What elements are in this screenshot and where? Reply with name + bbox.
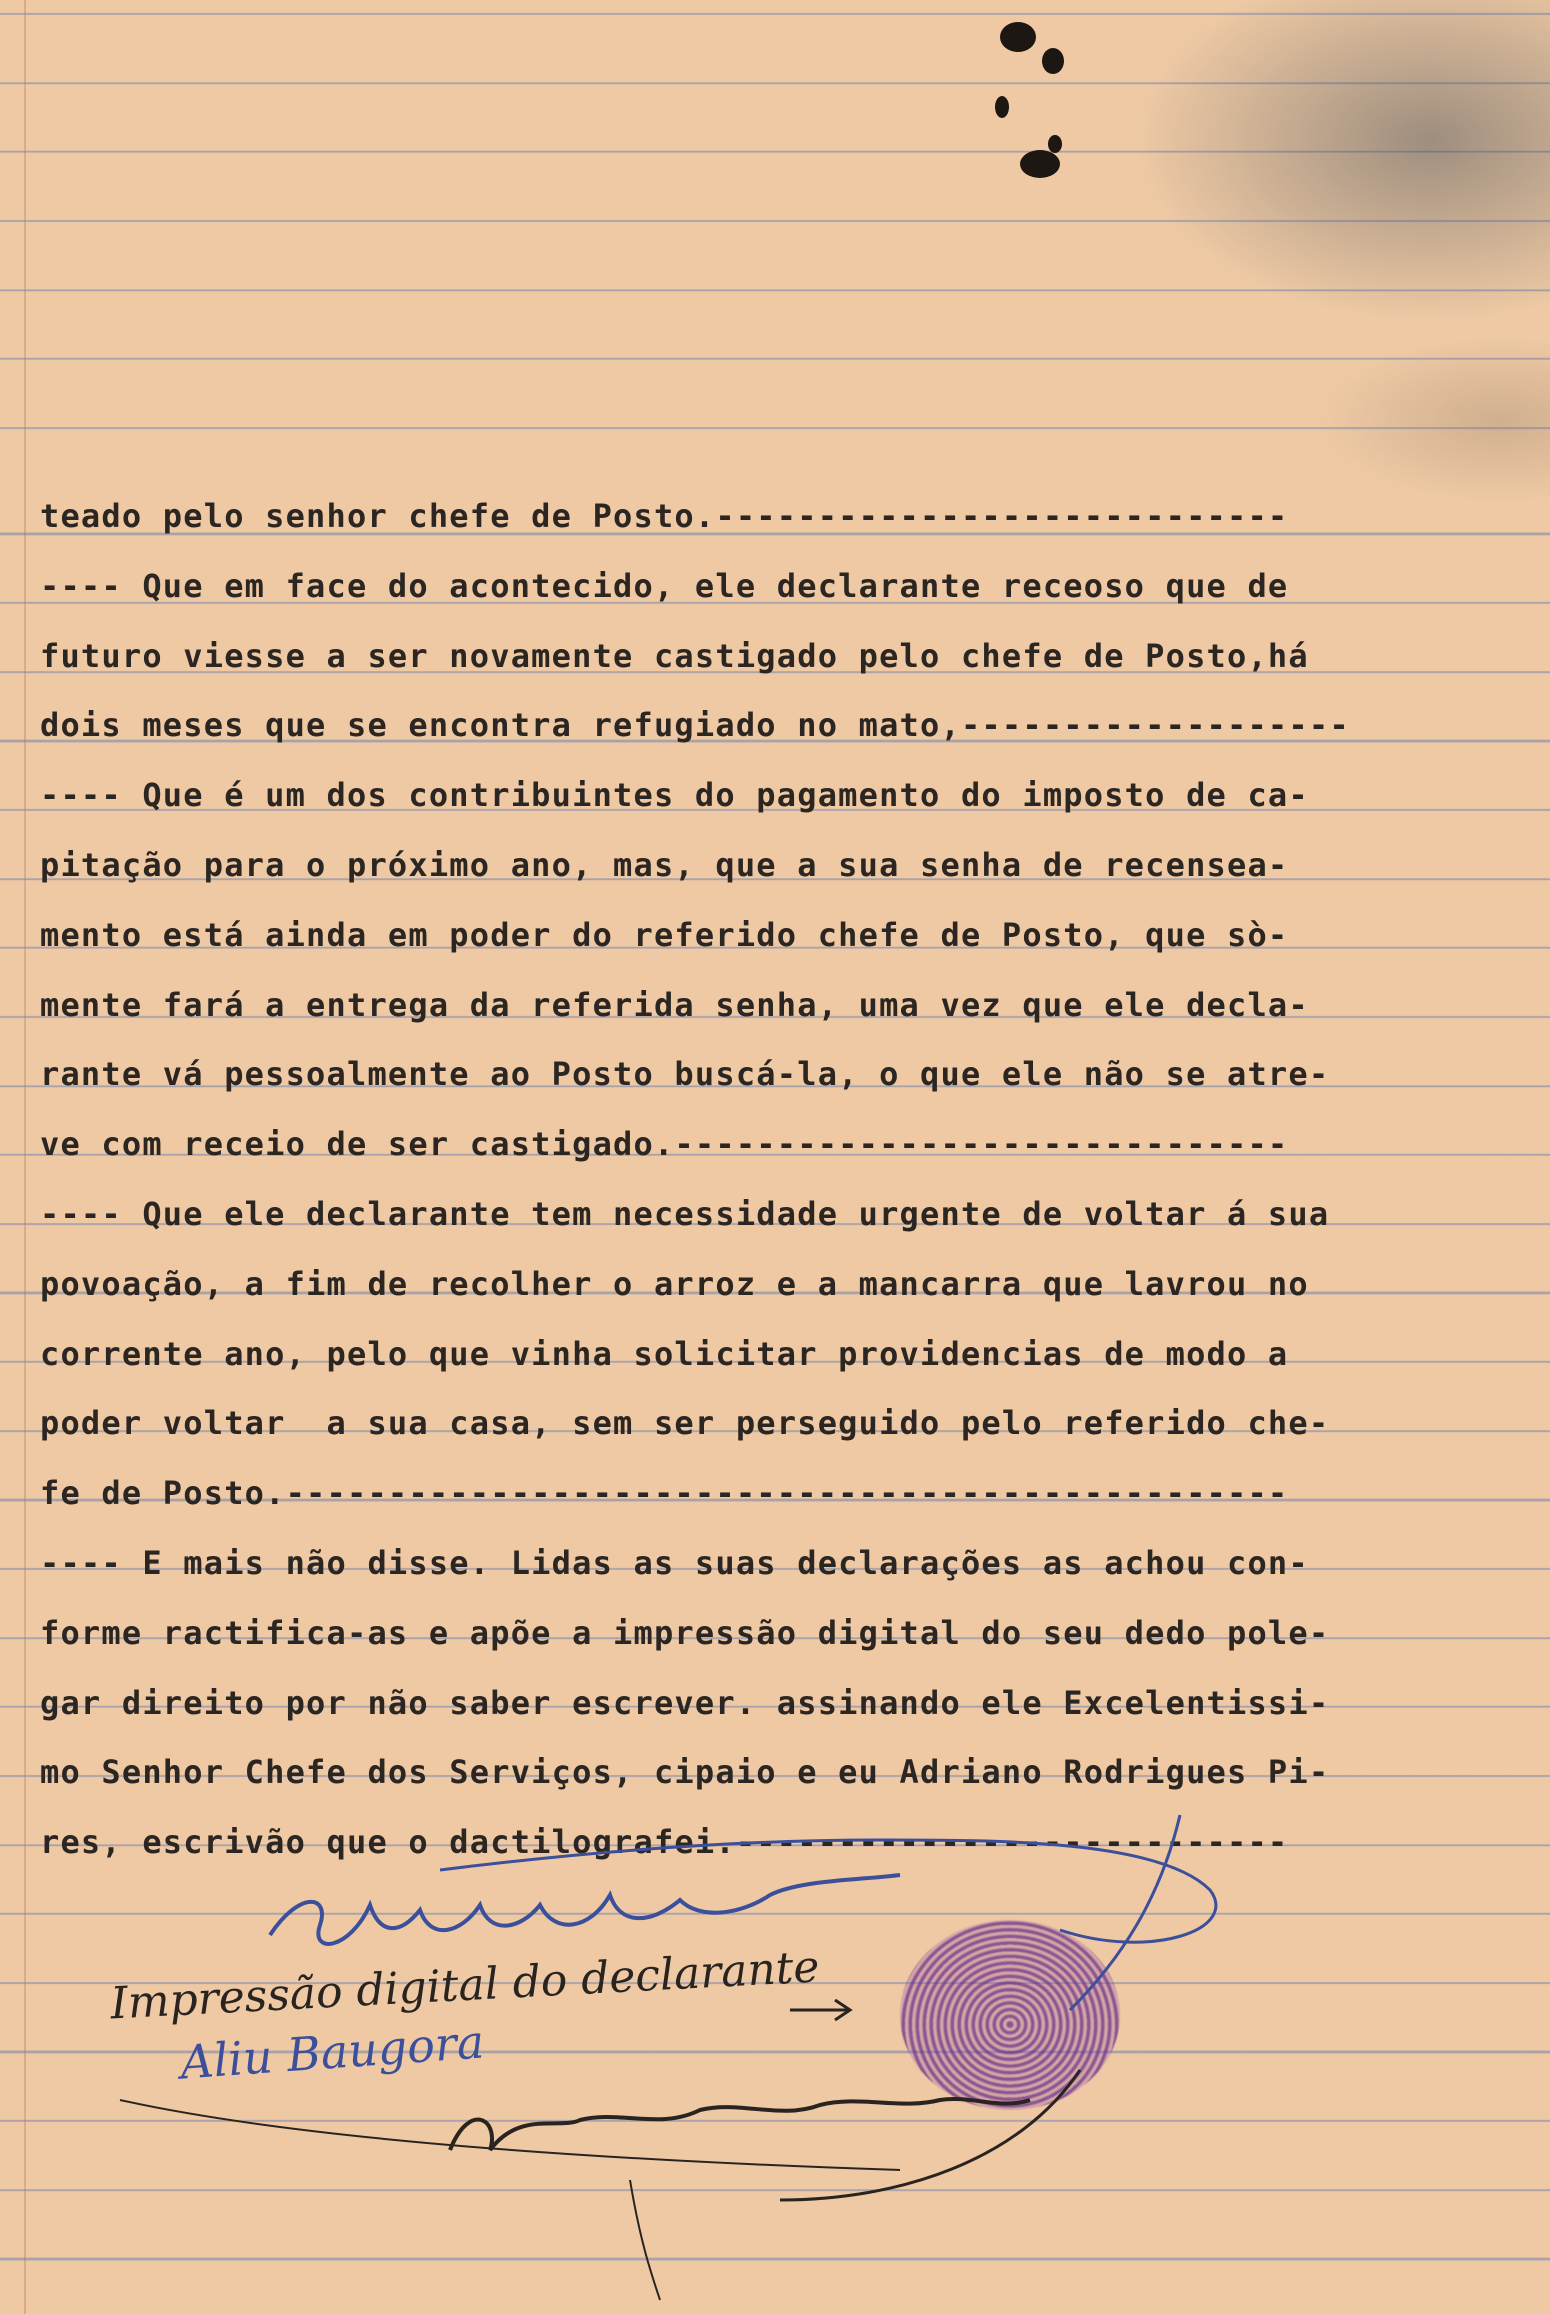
text-line: rante vá pessoalmente ao Posto buscá-la, o que ele não se atre- (40, 1055, 1330, 1094)
handwritten-note: Impressão digital do declarante (109, 1941, 821, 2030)
text-line: ve com receio de ser castigado.------------------------------ (40, 1125, 1289, 1164)
text-line: mo Senhor Chefe dos Serviços, cipaio e eu Adriano Rodrigues Pi- (40, 1753, 1330, 1792)
text-line: teado pelo senhor chefe de Posto.---------------------------- (40, 497, 1289, 535)
text-line: fe de Posto.------------------------------------------------- (40, 1474, 1289, 1513)
text-line: futuro viesse a ser novamente castigado pelo chefe de Posto,há (40, 636, 1309, 675)
text-line: mento está ainda em poder do referido chefe de Posto, que sò- (40, 915, 1289, 954)
text-line: ---- Que em face do acontecido, ele declarante receoso que de (40, 566, 1289, 605)
scribe-signature (450, 2099, 1030, 2150)
scribe-signature-tail (630, 2180, 660, 2300)
text-line: pitação para o próximo ano, mas, que a sua senha de recensea- (40, 845, 1289, 884)
note-arrow (790, 2000, 850, 2020)
chief-signature (270, 1875, 900, 1944)
text-line: ---- E mais não disse. Lidas as suas declarações as achou con- (40, 1543, 1309, 1582)
chief-signature-flourish (440, 1840, 1216, 1942)
text-line: poder voltar a sua casa, sem ser perseguido pelo referido che- (40, 1404, 1330, 1443)
text-line: res, escrivão que o dactilografei.--------------------------- (40, 1823, 1289, 1862)
text-line: gar direito por não saber escrever. assinando ele Excelentissi- (40, 1683, 1330, 1722)
scribe-signature-slash (780, 2070, 1080, 2200)
text-line: povoação, a fim de recolher o arroz e a mancarra que lavrou no (40, 1264, 1309, 1303)
chief-signature-underline (1070, 1815, 1180, 2010)
text-line: forme ractifica-as e apõe a impressão digital do seu dedo pole- (40, 1613, 1330, 1652)
text-line: mente fará a entrega da referida senha, uma vez que ele decla- (40, 985, 1309, 1024)
text-line: ---- Que é um dos contribuintes do pagamento do imposto de ca- (40, 776, 1309, 815)
text-line: corrente ano, pelo que vinha solicitar providencias de modo a (40, 1334, 1289, 1373)
text-line: dois meses que se encontra refugiado no mato,------------------- (40, 706, 1350, 745)
cipaio-signature: Aliu Baugora (178, 2014, 486, 2090)
text-line: ---- Que ele declarante tem necessidade urgente de voltar á sua (40, 1194, 1330, 1233)
